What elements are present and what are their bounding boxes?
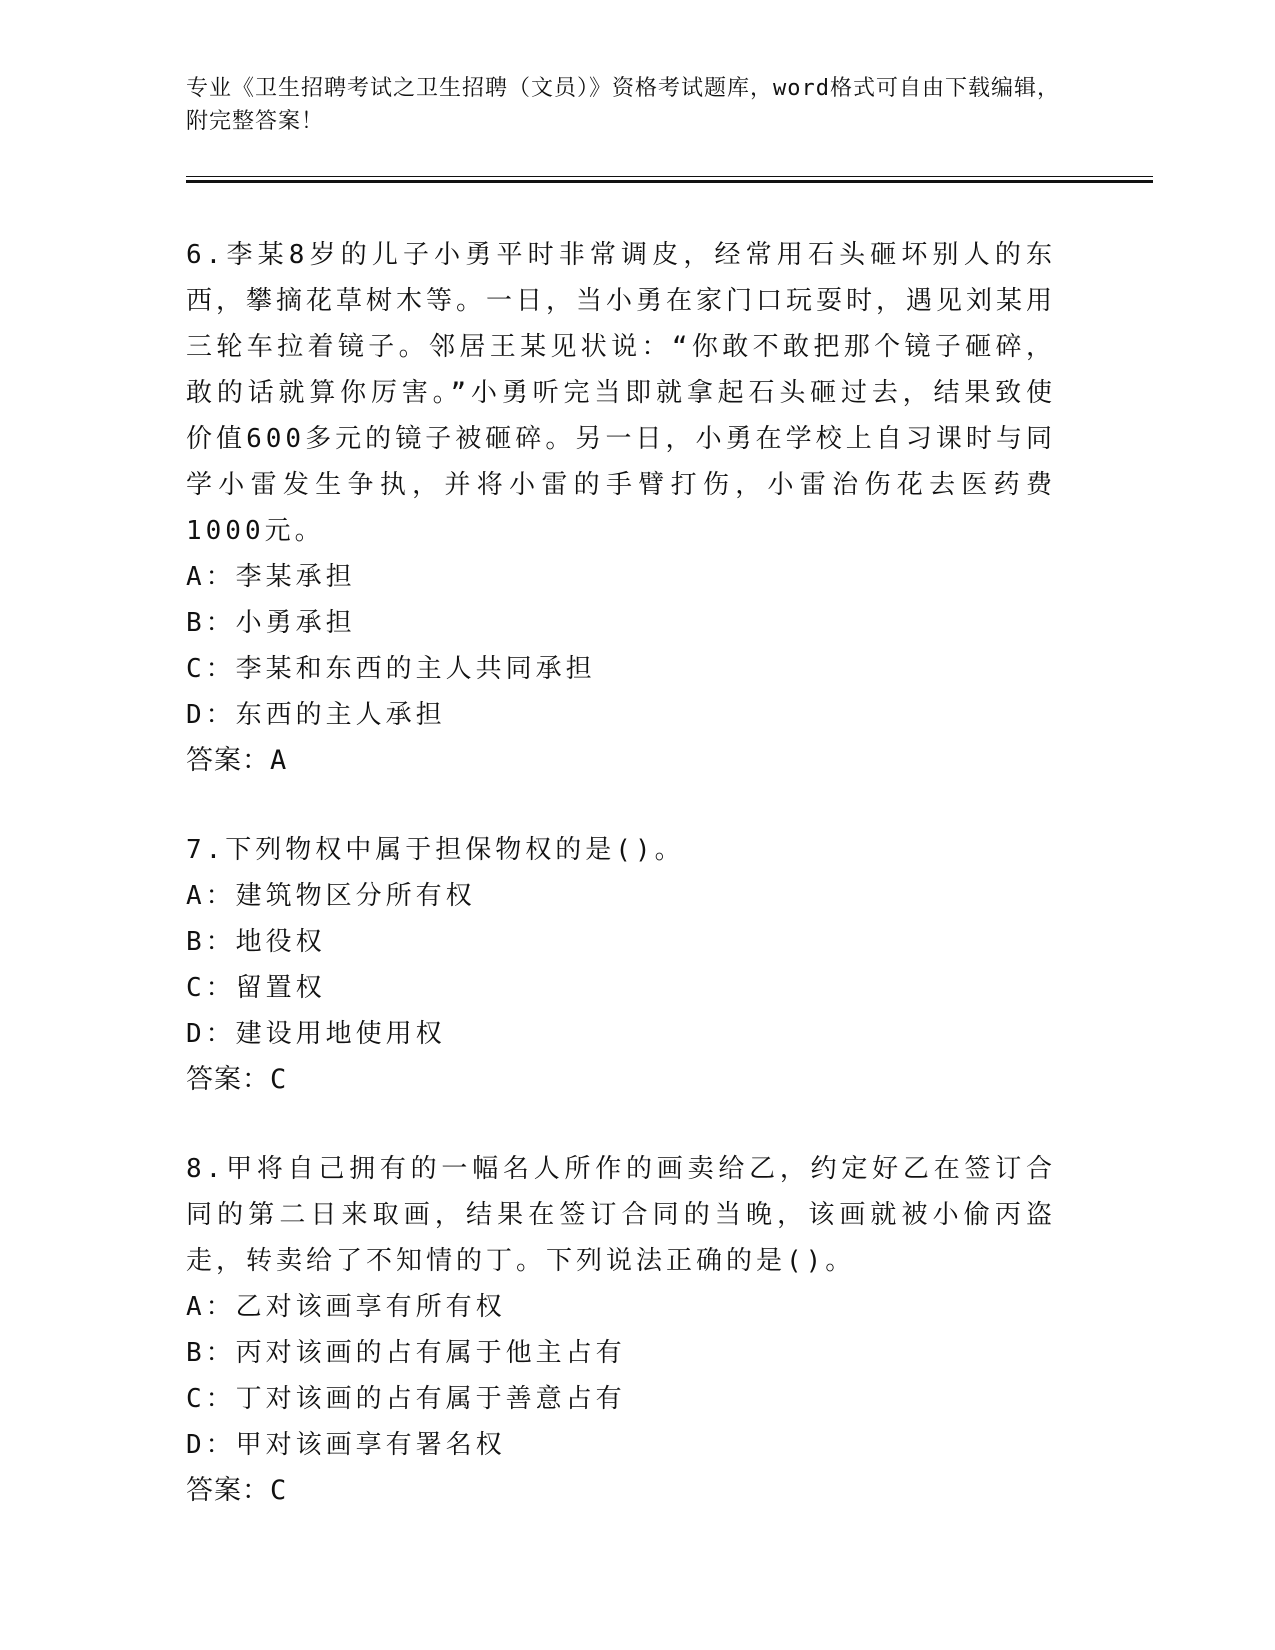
question-6	[186, 232, 1056, 784]
option-a: A：建筑物区分所有权	[186, 881, 476, 911]
answer-value: A	[270, 745, 288, 776]
option-d: D：建设用地使用权	[186, 1019, 446, 1049]
answer-line	[186, 1468, 1056, 1514]
header-divider-thin	[186, 176, 1153, 177]
header-divider-thick	[186, 180, 1153, 183]
answer-label: 答案：	[186, 745, 270, 776]
option-b: B：地役权	[186, 927, 326, 957]
answer-line	[186, 738, 1056, 784]
option-c: C：李某和东西的主人共同承担	[186, 654, 596, 684]
question-8	[186, 1146, 1056, 1514]
option-c: C：留置权	[186, 973, 326, 1003]
answer-value: C	[270, 1475, 288, 1506]
option-a: A：乙对该画享有所有权	[186, 1292, 506, 1322]
answer-label: 答案：	[186, 1475, 270, 1506]
answer-value: C	[270, 1064, 288, 1095]
question-list	[186, 232, 1056, 1557]
document-header: 专业《卫生招聘考试之卫生招聘（文员）》资格考试题库，word格式可自由下载编辑，附完整答案！	[186, 76, 1060, 134]
answer-label: 答案：	[186, 1064, 270, 1095]
option-b: B：小勇承担	[186, 608, 356, 638]
answer-line	[186, 1057, 1056, 1103]
question-7	[186, 827, 1056, 1103]
option-a: A：李某承担	[186, 562, 356, 592]
question-stem: 7.下列物权中属于担保物权的是()。	[186, 835, 685, 865]
option-d: D：甲对该画享有署名权	[186, 1430, 506, 1460]
option-d: D：东西的主人承担	[186, 700, 446, 730]
option-b: B：丙对该画的占有属于他主占有	[186, 1338, 626, 1368]
question-stem: 6.李某8岁的儿子小勇平时非常调皮，经常用石头砸坏别人的东西，攀摘花草树木等。一日，当小勇在家门口玩耍时，遇见刘某用三轮车拉着镜子。邻居王某见状说：“你敢不敢把那个镜子砸碎，敢的话就算你厉害。”小勇听完当即就拿起石头砸过去，结果致使价值600多元的镜子被砸碎。另一日，小勇在学校上自习课时与同学小雷发生争执，并将小雷的手臂打伤，小雷治伤花去医药费1000元。	[186, 240, 1057, 546]
question-stem: 8.甲将自己拥有的一幅名人所作的画卖给乙，约定好乙在签订合同的第二日来取画，结果在签订合同的当晚，该画就被小偷丙盗走，转卖给了不知情的丁。下列说法正确的是()。	[186, 1154, 1056, 1276]
option-c: C：丁对该画的占有属于善意占有	[186, 1384, 626, 1414]
